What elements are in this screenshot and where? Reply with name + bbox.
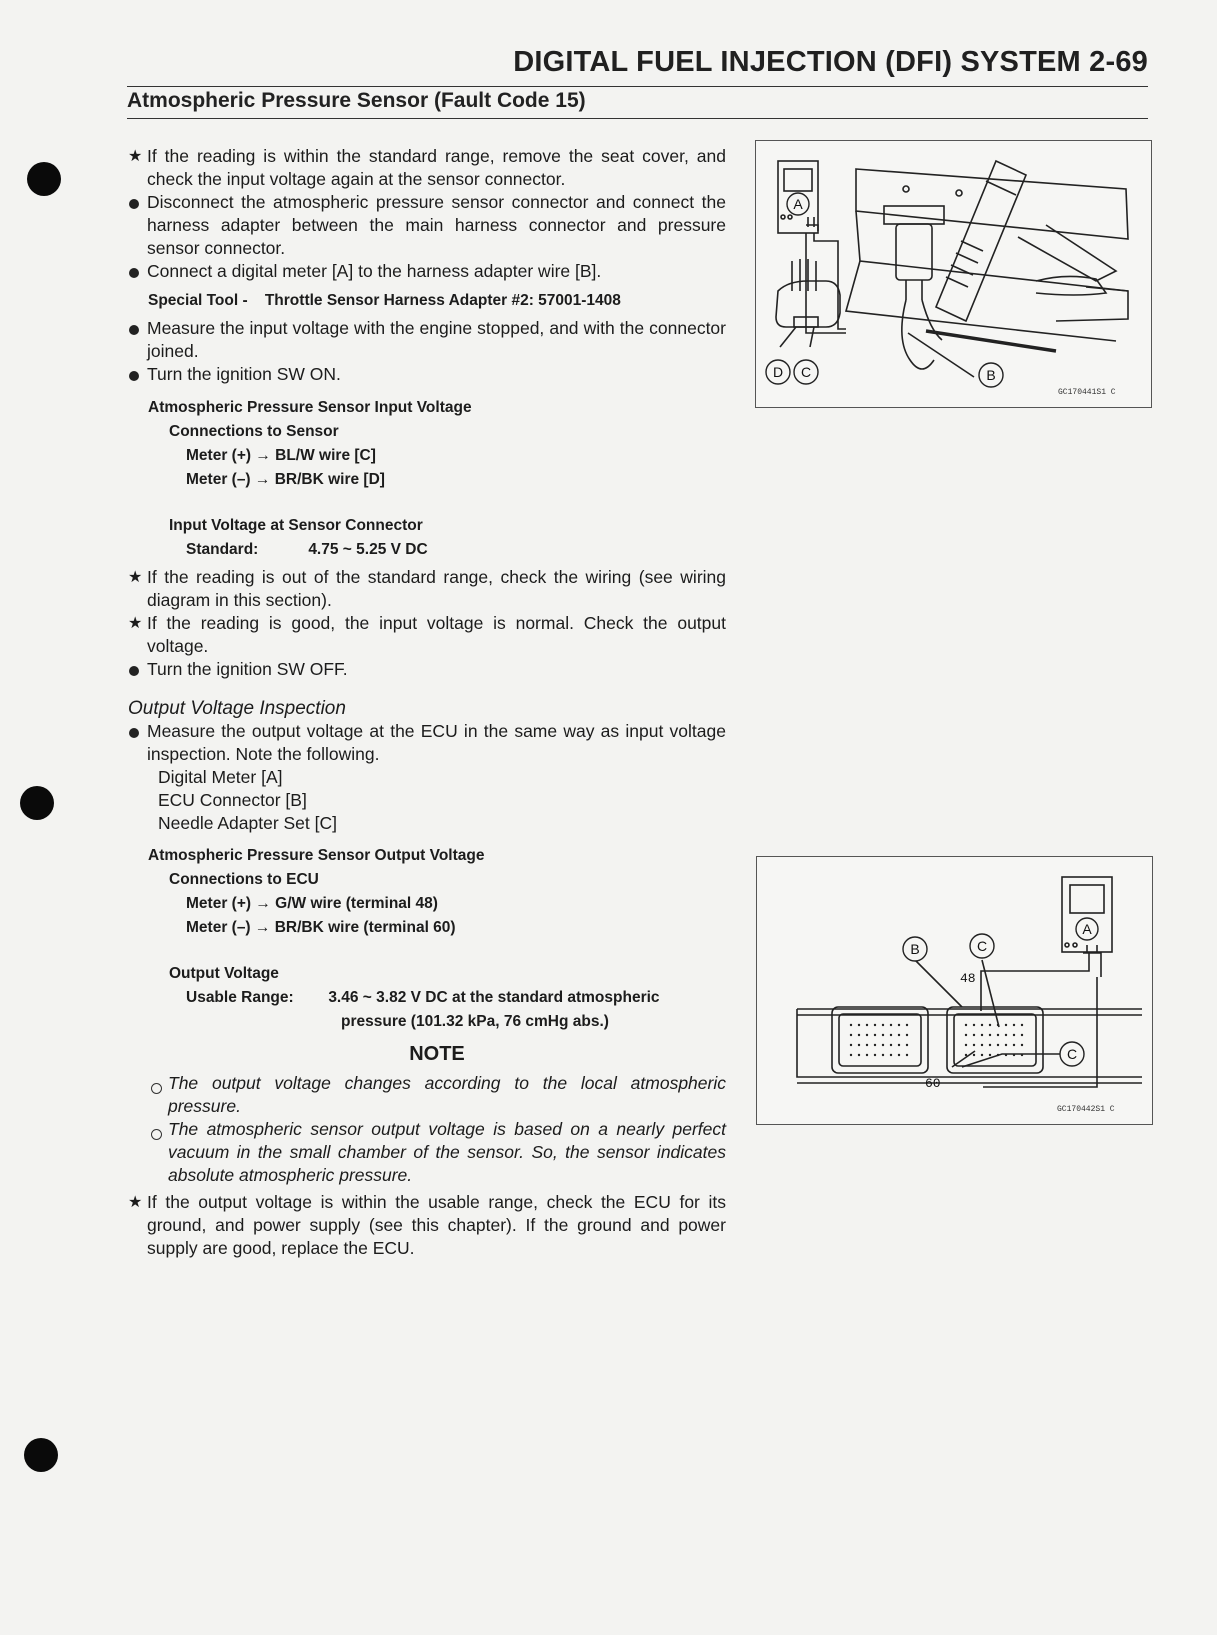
- main-text-column: [128, 145, 726, 1260]
- subsection-heading: Output Voltage Inspection: [128, 698, 346, 719]
- procedure-step: Measure the output voltage at the ECU in the same way as input voltage inspection. Note the following.: [147, 721, 726, 764]
- section-rule: [127, 118, 1148, 119]
- figure-code: GC170442S1 C: [1057, 1105, 1115, 1114]
- procedure-step: ★ If the reading is out of the standard range, check the wiring (see wiring diagram in this section).: [128, 567, 726, 610]
- spec-title: Atmospheric Pressure Sensor Output Voltage: [148, 847, 485, 864]
- special-tool: Special Tool - Throttle Sensor Harness Adapter #2: 57001-1408: [148, 292, 621, 309]
- connector-pins-left: [850, 1024, 908, 1056]
- callout-b: B: [910, 941, 920, 957]
- spec-value: 4.75 ~ 5.25 V DC: [308, 541, 428, 558]
- spec-subtitle: Connections to ECU: [169, 871, 319, 888]
- terminal-48-label: 48: [960, 971, 976, 986]
- callout-c: C: [800, 364, 812, 380]
- star-icon: ★: [128, 615, 143, 632]
- spec-line: [128, 538, 726, 562]
- star-icon: ★: [128, 569, 143, 586]
- callout-c: C: [1066, 1046, 1078, 1062]
- procedure-step: Turn the ignition SW ON.: [147, 364, 341, 384]
- ecu-connector-illustration: [757, 857, 1152, 1124]
- legend-item: Digital Meter [A]: [158, 767, 283, 787]
- procedure-step: ★ If the reading is within the standard range, remove the seat cover, and check the input voltage again at the sensor connector.: [128, 146, 726, 189]
- spec-line: [128, 986, 726, 1010]
- terminal-60-label: 60: [925, 1076, 941, 1091]
- page-header-title: DIGITAL FUEL INJECTION (DFI) SYSTEM 2-69: [513, 46, 1148, 78]
- legend-item: ECU Connector [B]: [158, 790, 307, 810]
- spec-line: Meter (+) → G/W wire (terminal 48): [186, 895, 438, 912]
- binder-hole-top: [27, 162, 61, 196]
- section-title: Atmospheric Pressure Sensor (Fault Code 15): [127, 89, 586, 112]
- note-item: The output voltage changes according to the local atmospheric pressure.: [168, 1073, 726, 1116]
- callout-b: B: [986, 367, 996, 383]
- spec-line: pressure (101.32 kPa, 76 cmHg abs.): [341, 1013, 609, 1030]
- figure-sensor-connector: [755, 140, 1152, 408]
- callout-d: D: [772, 364, 784, 380]
- spec-value: 3.46 ~ 3.82 V DC at the standard atmospheric: [328, 989, 660, 1006]
- figure-code: GC170441S1 C: [1058, 388, 1116, 397]
- spec-subtitle: Connections to Sensor: [169, 423, 339, 440]
- star-icon: ★: [128, 1194, 143, 1211]
- spec-line: Meter (–) → BR/BK wire [D]: [186, 471, 385, 488]
- star-icon: ★: [128, 148, 143, 165]
- spec-label: Usable Range:: [186, 989, 294, 1006]
- header-rule: [127, 86, 1148, 87]
- note-title: NOTE: [409, 1043, 465, 1065]
- binder-hole-bottom: [24, 1438, 58, 1472]
- spec-title: Atmospheric Pressure Sensor Input Voltage: [148, 399, 472, 416]
- callout-a: A: [793, 196, 803, 212]
- legend-item: Needle Adapter Set [C]: [158, 813, 337, 833]
- spec-subtitle: Output Voltage: [169, 965, 279, 982]
- procedure-step: Disconnect the atmospheric pressure sensor connector and connect the harness adapter between the main harness connector and pressure sensor connector.: [147, 192, 726, 258]
- note-item: The atmospheric sensor output voltage is based on a nearly perfect vacuum in the small chamber of the sensor. So, the sensor indicates absolute atmospheric pressure.: [168, 1119, 726, 1185]
- figure-ecu-connector: [756, 856, 1153, 1125]
- procedure-step: Measure the input voltage with the engine stopped, and with the connector joined.: [147, 318, 726, 361]
- procedure-step: ★ If the reading is good, the input voltage is normal. Check the output voltage.: [128, 613, 726, 656]
- spec-line: Meter (–) → BR/BK wire (terminal 60): [186, 919, 456, 936]
- spec-subtitle: Input Voltage at Sensor Connector: [169, 517, 423, 534]
- binder-hole-middle: [20, 786, 54, 820]
- procedure-step: Connect a digital meter [A] to the harness adapter wire [B].: [147, 261, 602, 281]
- callout-a: A: [1082, 921, 1092, 937]
- spec-line: Meter (+) → BL/W wire [C]: [186, 447, 376, 464]
- procedure-step: Turn the ignition SW OFF.: [147, 659, 348, 679]
- sensor-connector-illustration: [756, 141, 1151, 407]
- procedure-step: ★ If the output voltage is within the usable range, check the ECU for its ground, and power supply (see this chapter). If the ground and power supply are good, replace the ECU.: [128, 1192, 726, 1258]
- callout-c: C: [976, 938, 988, 954]
- spec-label: Standard:: [186, 541, 259, 558]
